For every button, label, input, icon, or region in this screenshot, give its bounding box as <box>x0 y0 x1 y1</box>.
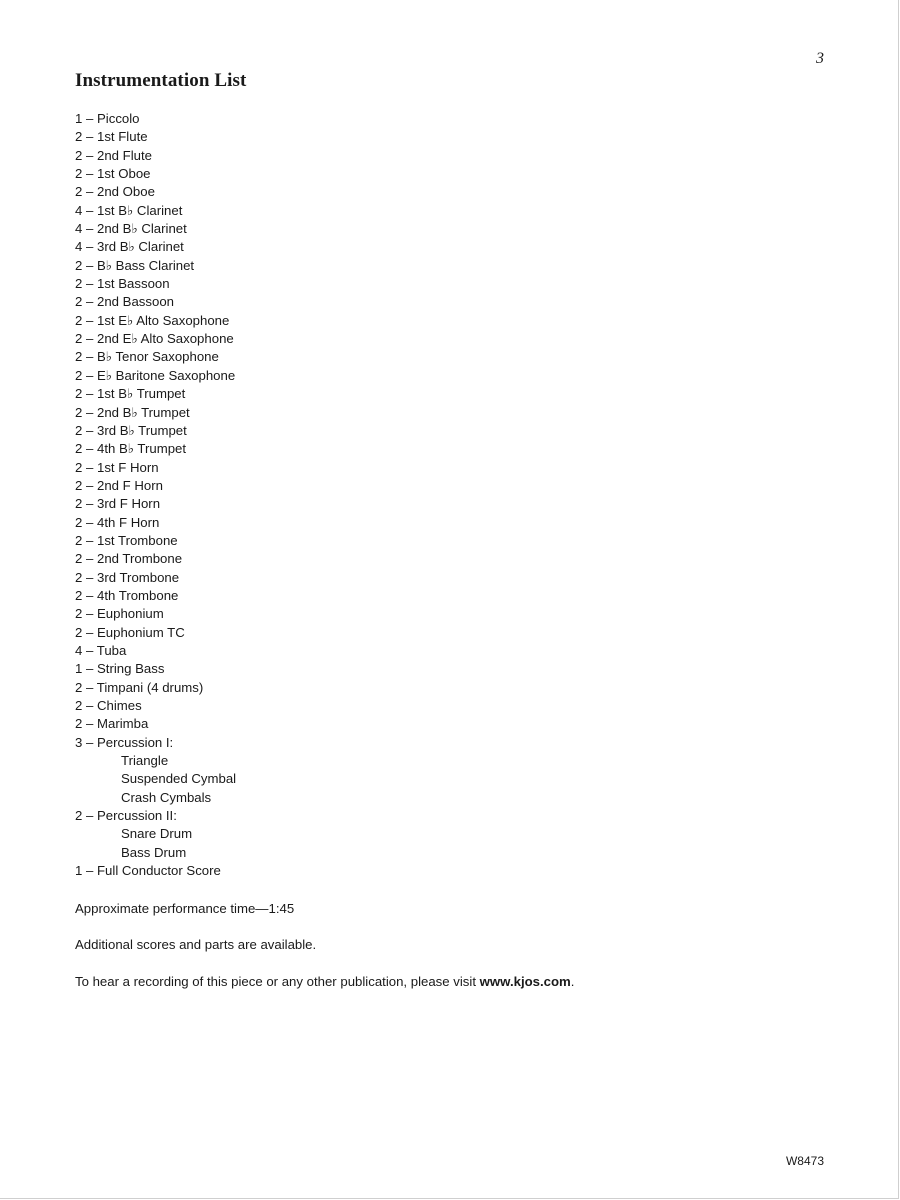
instrument-item: 2 – 1st B♭ Trumpet <box>75 386 186 402</box>
instrument-item: 2 – 2nd F Horn <box>75 477 163 493</box>
instrument-list <box>75 110 236 880</box>
instrument-item: 2 – 3rd F Horn <box>75 496 161 512</box>
instrument-item: 2 – 2nd E♭ Alto Saxophone <box>75 331 234 347</box>
instrument-item: 2 – 2nd Bassoon <box>75 294 174 310</box>
instrument-item: 4 – 3rd B♭ Clarinet <box>75 239 184 255</box>
performance-time: Approximate performance time—1:45 <box>75 901 295 916</box>
instrument-item: 1 – String Bass <box>75 661 165 677</box>
percussion-instrument: Triangle <box>121 753 169 769</box>
instrument-item: 2 – 4th B♭ Trumpet <box>75 441 187 457</box>
instrument-item-full-score: 1 – Full Conductor Score <box>75 863 221 879</box>
percussion-2-sublist <box>75 825 236 862</box>
percussion-1-label: 3 – Percussion I: <box>75 734 174 750</box>
percussion-instrument: Snare Drum <box>121 826 193 842</box>
instrument-item-percussion-2 <box>75 807 236 862</box>
instrument-item: 2 – 1st E♭ Alto Saxophone <box>75 312 230 328</box>
instrument-item: 2 – 4th Trombone <box>75 587 179 603</box>
instrument-item: 4 – 1st B♭ Clarinet <box>75 202 183 218</box>
instrument-item: 1 – Piccolo <box>75 111 140 126</box>
recording-note-text: To hear a recording of this piece or any other publication, please visit <box>75 973 480 989</box>
instrument-item: 2 – 1st Oboe <box>75 166 151 182</box>
instrument-item: 2 – Marimba <box>75 716 149 732</box>
percussion-instrument: Bass Drum <box>121 844 187 860</box>
website-link[interactable]: www.kjos.com <box>479 973 571 989</box>
page-title: Instrumentation List <box>75 70 247 91</box>
instrument-item: 2 – Timpani (4 drums) <box>75 679 204 695</box>
instrument-item: 2 – Euphonium TC <box>75 624 185 640</box>
instrument-item: 2 – Chimes <box>75 698 142 713</box>
availability-note: Additional scores and parts are available. <box>75 937 317 953</box>
percussion-1-sublist <box>75 752 236 807</box>
instrument-item: 2 – 3rd Trombone <box>75 569 180 585</box>
instrument-item: 4 – Tuba <box>75 642 127 658</box>
catalog-number: W8473 <box>785 1154 824 1168</box>
instrument-item: 2 – E♭ Baritone Saxophone <box>75 367 236 383</box>
page-number: 3 <box>816 50 824 67</box>
percussion-2-label: 2 – Percussion II: <box>75 808 177 824</box>
instrument-item: 2 – B♭ Tenor Saxophone <box>75 349 219 365</box>
percussion-instrument: Suspended Cymbal <box>121 771 237 787</box>
instrument-item: 2 – 1st F Horn <box>75 459 159 475</box>
notes-section <box>75 900 574 1009</box>
instrument-item: 2 – B♭ Bass Clarinet <box>75 257 195 273</box>
instrument-item: 2 – 1st Flute <box>75 129 148 145</box>
instrument-item: 2 – Euphonium <box>75 606 164 622</box>
instrument-item: 2 – 2nd B♭ Trumpet <box>75 404 190 420</box>
instrument-item-percussion-1 <box>75 734 236 807</box>
instrument-item: 4 – 2nd B♭ Clarinet <box>75 221 187 237</box>
instrument-item: 2 – 1st Bassoon <box>75 276 170 292</box>
recording-note-end: . <box>570 973 575 989</box>
instrument-item: 2 – 1st Trombone <box>75 532 178 548</box>
instrument-item: 2 – 2nd Trombone <box>75 551 183 567</box>
instrument-item: 2 – 3rd B♭ Trumpet <box>75 422 187 438</box>
recording-note <box>75 973 574 991</box>
instrument-item: 2 – 2nd Flute <box>75 147 152 163</box>
instrument-item: 2 – 4th F Horn <box>75 514 160 530</box>
instrument-item: 2 – 2nd Oboe <box>75 184 155 200</box>
percussion-instrument: Crash Cymbals <box>121 789 212 805</box>
